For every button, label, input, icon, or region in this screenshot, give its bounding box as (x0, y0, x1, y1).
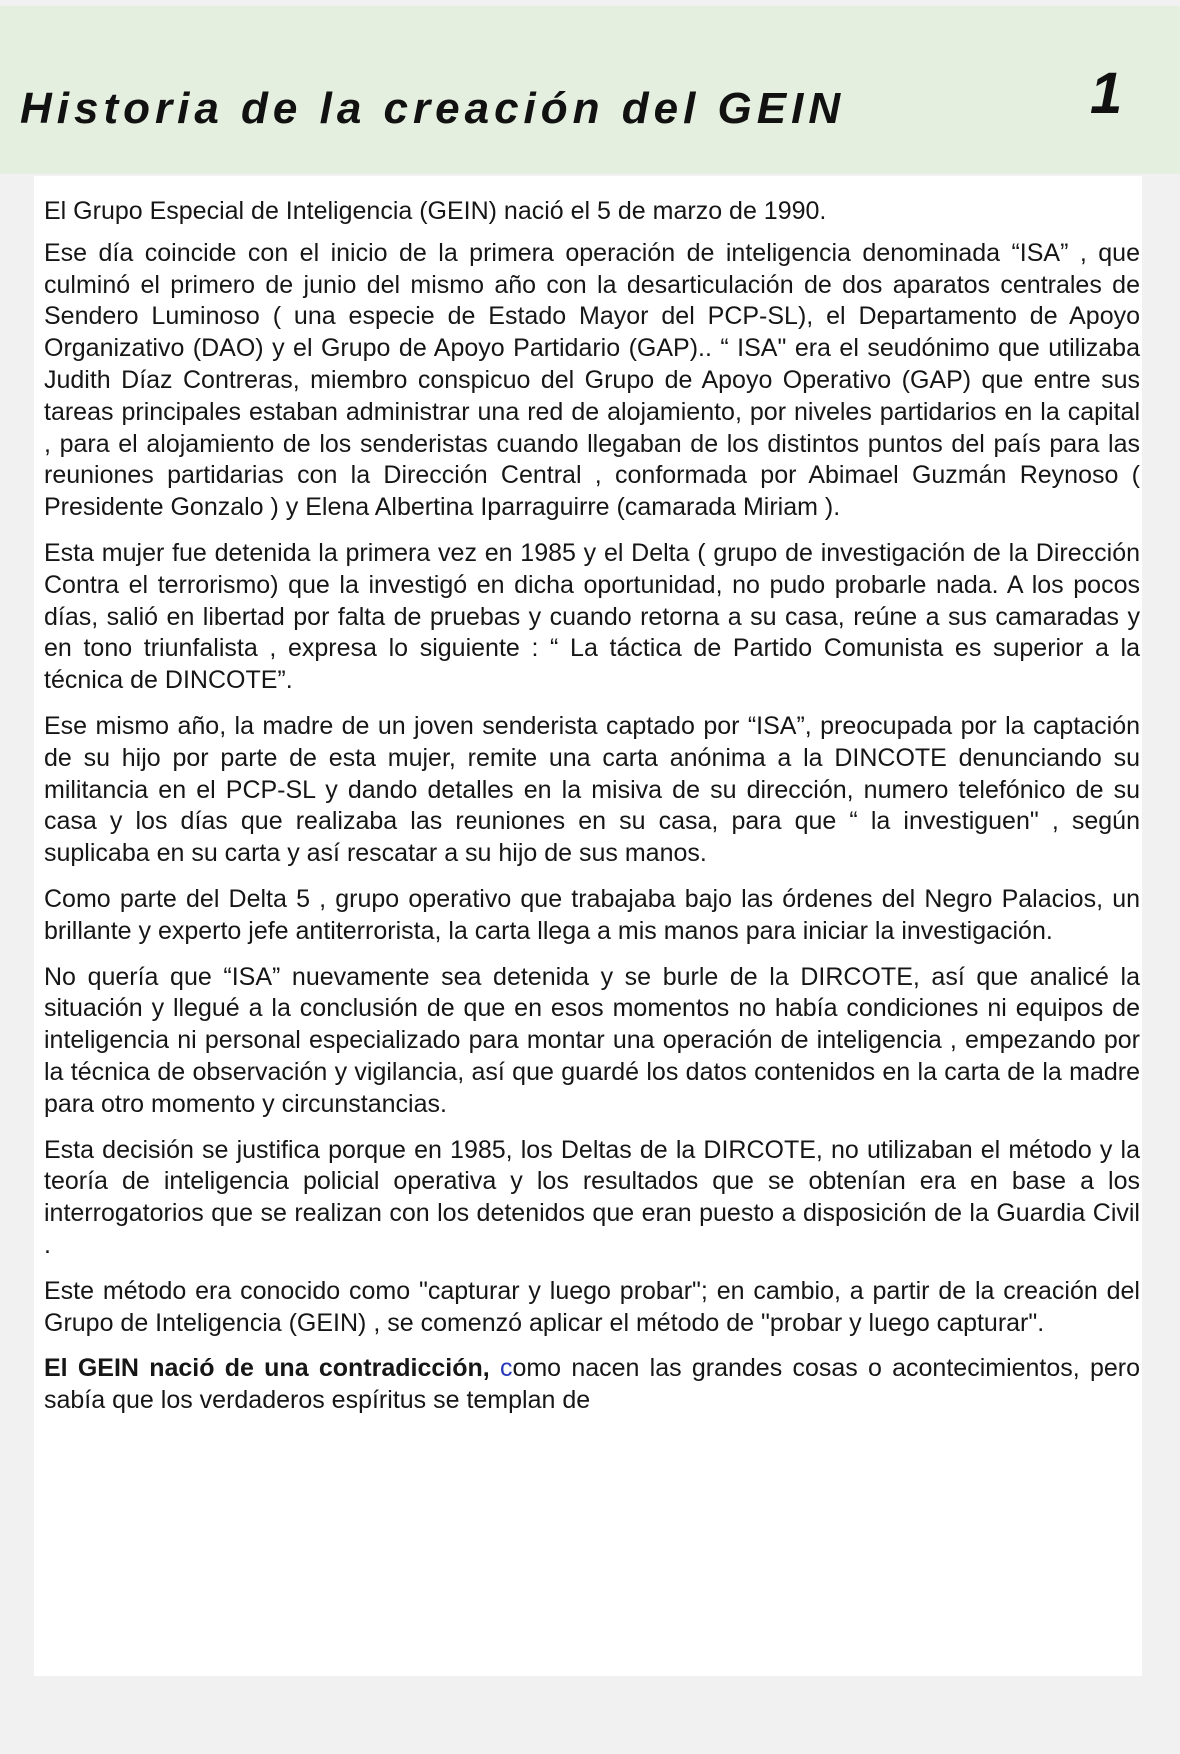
paragraph-7: Esta decisión se justifica porque en 1985, los Deltas de la DIRCOTE, no utilizaban el método y la teoría de inteligencia policial operativa y los resultados que se obtenían era en base a los interrogatorios que se realizan con los detenidos que eran puesto a disposición de la Guardia Civil . (44, 1135, 1140, 1259)
paragraph-9-rest: omo nacen las grandes cosas o acontecimientos, pero sabía que los verdaderos espíritus se templan de (44, 1354, 1140, 1415)
body-text (44, 196, 1140, 1431)
paragraph-9 (44, 1353, 1140, 1417)
document-body (34, 176, 1142, 1676)
paragraph-8: Este método era conocido como "capturar y luego probar"; en cambio, a partir de la creación del Grupo de Inteligencia (GEIN) , se comenzó aplicar el método de "probar y luego capturar". (44, 1276, 1140, 1337)
document-title: Historia de la creación del GEIN (20, 84, 846, 133)
paragraph-2: Ese día coincide con el inicio de la primera operación de inteligencia denominada “ISA” , que culminó el primero de junio del mismo año con la desarticulación de dos aparatos centrales de Sendero Luminoso ( una especie de Estado Mayor del PCP-SL), el Departamento de Apoyo Organizativo (DAO) y el Grupo de Apoyo Partidario (GAP).. “ ISA" era el seudónimo que utilizaba Judith Díaz Contreras, miembro conspicuo del Grupo de Apoyo Operativo (GAP) que entre sus tareas principales estaban administrar una red de alojamiento, por niveles partidarios en la capital , para el alojamiento de los senderistas cuando llegaban de los distintos puntos del país para las reuniones partidarias con la Dirección Central , conformada por Abimael Guzmán Reynoso ( Presidente Gonzalo ) y Elena Albertina Iparraguirre (camarada Miriam ). (44, 238, 1140, 522)
page-number: 1 (1090, 61, 1123, 126)
page-header (0, 6, 1180, 174)
paragraph-3: Esta mujer fue detenida la primera vez en 1985 y el Delta ( grupo de investigación de la Dirección Contra el terrorismo) que la investigó en dicha oportunidad, no pudo probarle nada. A los pocos días, salió en libertad por falta de pruebas y cuando retorna a su casa, reúne a sus camaradas y en tono triunfalista , expresa lo siguiente : “ La táctica de Partido Comunista es superior a la técnica de DINCOTE”. (44, 538, 1140, 695)
paragraph-9-bold-lead: El GEIN nació de una contradicción, (44, 1354, 490, 1383)
paragraph-6: No quería que “ISA” nuevamente sea detenida y se burle de la DIRCOTE, así que analicé la situación y llegué a la conclusión de que en esos momentos no había condiciones ni equipos de inteligencia ni personal especializado para montar una operación de inteligencia , empezando por la técnica de observación y vigilancia, así que guardé los datos contenidos en la carta de la madre para otro momento y circunstancias. (44, 962, 1140, 1118)
paragraph-9-blue-letter: c (499, 1354, 513, 1383)
paragraph-4: Ese mismo año, la madre de un joven senderista captado por “ISA”, preocupada por la captación de su hijo por parte de esta mujer, remite una carta anónima a la DINCOTE denunciando su militancia en el PCP-SL y dando detalles en la misiva de su dirección, numero telefónico de su casa y los días que realizaba las reuniones en su casa, para que “ la investiguen" , según suplicaba en su carta y así rescatar a su hijo de sus manos. (44, 711, 1140, 868)
paragraph-5: Como parte del Delta 5 , grupo operativo que trabajaba bajo las órdenes del Negro Palacios, un brillante y experto jefe antiterrorista, la carta llega a mis manos para iniciar la investigación. (44, 884, 1140, 945)
paragraph-1: El Grupo Especial de Inteligencia (GEIN) nació el 5 de marzo de 1990. (44, 197, 827, 225)
